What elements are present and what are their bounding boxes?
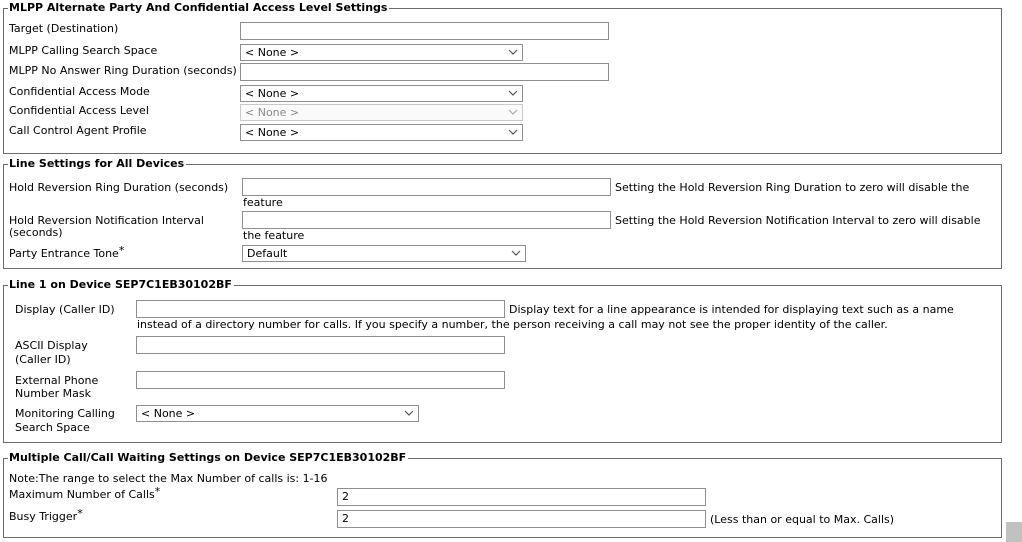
hold-reversion-ring-duration-help-cont: feature (243, 196, 283, 209)
external-phone-number-mask-label-cont: Number Mask (15, 387, 92, 400)
chevron-down-icon (508, 109, 518, 116)
mlpp-settings-legend: MLPP Alternate Party And Confidential Access Level Settings (9, 1, 388, 14)
busy-trigger-label-text: Busy Trigger (9, 510, 78, 523)
hold-reversion-notification-interval-label: Hold Reversion Notification Interval (9, 214, 204, 227)
maximum-number-of-calls-input[interactable]: 2 (337, 488, 706, 506)
ascii-display-label-cont: (Caller ID) (15, 353, 71, 366)
display-caller-id-label: Display (Caller ID) (15, 303, 115, 316)
busy-trigger-input[interactable]: 2 (337, 510, 706, 528)
chevron-down-icon (508, 90, 518, 97)
display-caller-id-help-cont: instead of a directory number for calls. If you specify a number, the person receiving a call may not see the proper identity of the caller. (137, 318, 888, 331)
target-destination-input[interactable] (240, 22, 609, 40)
mlpp-calling-search-space-value: < None > (245, 46, 300, 59)
hold-reversion-notification-interval-input[interactable] (242, 211, 611, 229)
chevron-down-icon (404, 410, 414, 417)
confidential-access-level-select (240, 104, 523, 121)
external-phone-number-mask-input[interactable] (136, 371, 505, 389)
ascii-display-label: ASCII Display (15, 339, 88, 352)
busy-trigger-label (9, 507, 83, 523)
call-control-agent-profile-select[interactable] (240, 124, 523, 141)
chevron-down-icon (508, 129, 518, 136)
party-entrance-tone-value: Default (247, 247, 288, 260)
hold-reversion-notification-interval-help: Setting the Hold Reversion Notification Interval to zero will disable (615, 214, 981, 227)
required-asterisk: * (154, 485, 161, 498)
maximum-number-of-calls-label-text: Maximum Number of Calls (9, 488, 155, 501)
hold-reversion-ring-duration-help: Setting the Hold Reversion Ring Duration to zero will disable the (615, 181, 970, 194)
confidential-access-mode-select[interactable] (240, 85, 523, 102)
line1-device-legend: Line 1 on Device SEP7C1EB30102BF (9, 278, 232, 291)
confidential-access-level-label: Confidential Access Level (9, 104, 149, 117)
call-waiting-legend: Multiple Call/Call Waiting Settings on Device SEP7C1EB30102BF (9, 451, 407, 464)
hold-reversion-notification-interval-help-cont: the feature (243, 229, 305, 242)
call-control-agent-profile-label: Call Control Agent Profile (9, 124, 147, 137)
display-caller-id-input[interactable] (136, 300, 505, 318)
mlpp-calling-search-space-label: MLPP Calling Search Space (9, 44, 158, 57)
ascii-display-input[interactable] (136, 336, 505, 354)
call-control-agent-profile-value: < None > (245, 126, 300, 139)
chevron-down-icon (508, 49, 518, 56)
line-settings-legend: Line Settings for All Devices (9, 157, 185, 170)
chevron-down-icon (511, 250, 521, 257)
external-phone-number-mask-label: External Phone (15, 374, 99, 387)
party-entrance-tone-label-text: Party Entrance Tone (9, 247, 119, 260)
max-calls-range-note: Note:The range to select the Max Number of calls is: 1-16 (9, 472, 328, 485)
party-entrance-tone-select[interactable] (242, 245, 526, 262)
confidential-access-mode-label: Confidential Access Mode (9, 85, 150, 98)
maximum-number-of-calls-label (9, 485, 161, 501)
busy-trigger-help: (Less than or equal to Max. Calls) (710, 513, 895, 526)
required-asterisk: * (77, 507, 83, 520)
party-entrance-tone-label (9, 244, 125, 260)
monitoring-calling-search-space-select[interactable] (136, 405, 419, 422)
hold-reversion-notification-interval-label-cont: (seconds) (9, 226, 63, 239)
confidential-access-level-value: < None > (245, 106, 300, 119)
monitoring-calling-search-space-label-cont: Search Space (15, 421, 90, 434)
target-destination-label: Target (Destination) (9, 22, 119, 35)
monitoring-calling-search-space-value: < None > (141, 407, 196, 420)
required-asterisk: * (118, 244, 125, 257)
monitoring-calling-search-space-label: Monitoring Calling (15, 407, 115, 420)
display-caller-id-help: Display text for a line appearance is intended for displaying text such as a name (509, 303, 954, 316)
hold-reversion-ring-duration-input[interactable] (242, 178, 611, 196)
vertical-scrollbar-thumb[interactable] (1006, 522, 1022, 542)
confidential-access-mode-value: < None > (245, 87, 300, 100)
mlpp-no-answer-ring-duration-input[interactable] (240, 63, 609, 81)
mlpp-calling-search-space-select[interactable] (240, 44, 523, 61)
hold-reversion-ring-duration-label: Hold Reversion Ring Duration (seconds) (9, 181, 229, 194)
mlpp-no-answer-ring-duration-label: MLPP No Answer Ring Duration (seconds) (9, 64, 237, 77)
